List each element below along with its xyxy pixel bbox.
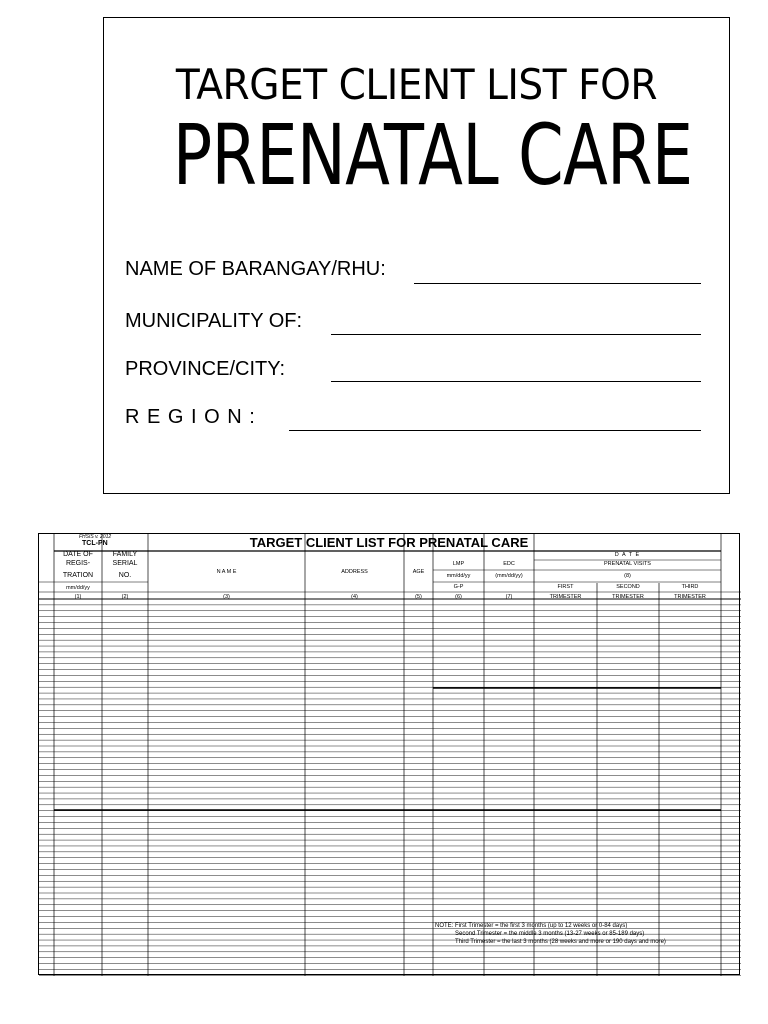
- header-lmp: LMP: [452, 561, 465, 567]
- col-number-6: (6): [455, 594, 462, 600]
- header-second: SECOND: [616, 584, 640, 590]
- region-field[interactable]: [289, 430, 701, 431]
- header-age: AGE: [412, 569, 425, 575]
- province-field[interactable]: [331, 381, 701, 382]
- header-first: FIRST: [557, 584, 574, 590]
- municipality-label: MUNICIPALITY OF:: [125, 310, 303, 332]
- cover-page: [103, 17, 730, 494]
- barangay-field[interactable]: [414, 283, 701, 284]
- header-first-trimester: TRIMESTER: [549, 594, 582, 600]
- header-edc-format: (mm/dd/yy): [495, 573, 523, 579]
- header-date-format: mm/dd/yy: [66, 585, 90, 591]
- note-second-trimester: Second Trimester = the middle 3 months (13-27 weeks or 85-189 days): [455, 931, 645, 937]
- header-gp: G-P: [453, 584, 464, 590]
- col-number-2: (2): [121, 594, 129, 600]
- header-col-8: (8): [624, 573, 631, 579]
- province-label: PROVINCE/CITY:: [125, 358, 286, 380]
- client-list-sheet: [38, 533, 740, 975]
- header-serial: SERIAL: [112, 560, 138, 567]
- municipality-field[interactable]: [331, 334, 701, 335]
- form-reference: FHSIS v. 2012: [79, 534, 112, 540]
- header-address: ADDRESS: [341, 569, 368, 575]
- cover-title-line1: TARGET CLIENT LIST FOR: [175, 60, 658, 109]
- header-name: N A M E: [216, 569, 237, 575]
- header-prenatal-visits: PRENATAL VISITS: [604, 561, 651, 567]
- header-regis: REGIS-: [65, 560, 91, 567]
- header-lmp-format: mm/dd/yy: [446, 573, 471, 579]
- col-number-1: (1): [74, 594, 82, 600]
- col-number-5: (5): [415, 594, 422, 600]
- barangay-label: NAME OF BARANGAY/RHU:: [125, 258, 386, 280]
- header-second-trimester: TRIMESTER: [612, 594, 644, 600]
- header-third: THIRD: [681, 584, 699, 590]
- region-label: R E G I O N :: [125, 406, 256, 428]
- col-number-7: (7): [505, 594, 513, 600]
- header-tration: TRATION: [62, 572, 94, 579]
- header-family: FAMILY: [112, 551, 138, 558]
- cover-title-line2: PRENATAL CARE: [172, 106, 693, 204]
- note-third-trimester: Third Trimester = the last 3 months (28 weeks and more or 190 days and more): [455, 939, 666, 945]
- form-code: TCL-PN: [82, 540, 108, 547]
- header-date-of: DATE OF: [63, 551, 93, 558]
- header-edc: EDC: [503, 561, 515, 567]
- sheet-title: TARGET CLIENT LIST FOR PRENATAL CARE: [249, 535, 529, 550]
- header-no: NO.: [118, 572, 132, 579]
- header-date-spaced: D A T E: [614, 552, 641, 558]
- col-number-4: (4): [351, 594, 358, 600]
- header-third-trimester: TRIMESTER: [674, 594, 706, 600]
- col-number-3: (3): [223, 594, 230, 600]
- note-first-trimester: NOTE: First Trimester = the first 3 months (up to 12 weeks or 0-84 days): [435, 923, 628, 929]
